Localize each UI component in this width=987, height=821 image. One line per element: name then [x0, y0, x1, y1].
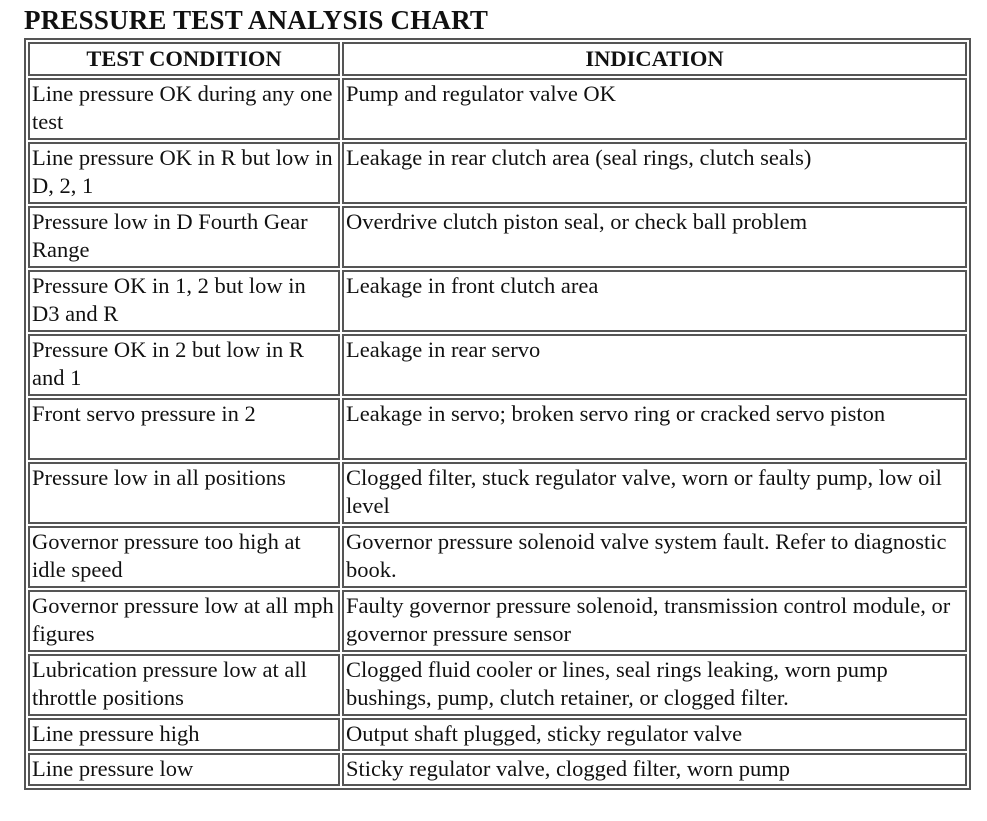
test-condition-cell: Pressure OK in 1, 2 but low in D3 and R [28, 270, 340, 332]
test-condition-cell: Pressure OK in 2 but low in R and 1 [28, 334, 340, 396]
table-row [28, 753, 967, 786]
table-row [28, 334, 967, 396]
test-condition-cell: Line pressure OK in R but low in D, 2, 1 [28, 142, 340, 204]
indication-cell: Pump and regulator valve OK [342, 78, 967, 140]
indication-cell: Faulty governor pressure solenoid, transmission control module, or governor pressure sensor [342, 590, 967, 652]
table-row [28, 718, 967, 751]
indication-cell: Leakage in rear servo [342, 334, 967, 396]
test-condition-cell: Pressure low in D Fourth Gear Range [28, 206, 340, 268]
table-row [28, 590, 967, 652]
indication-cell: Leakage in front clutch area [342, 270, 967, 332]
table-row [28, 270, 967, 332]
test-condition-cell: Front servo pressure in 2 [28, 398, 340, 460]
page-title: PRESSURE TEST ANALYSIS CHART [24, 5, 489, 35]
table-row [28, 654, 967, 716]
indication-cell: Leakage in servo; broken servo ring or cracked servo piston [342, 398, 967, 460]
test-condition-cell: Lubrication pressure low at all throttle positions [28, 654, 340, 716]
table-row [28, 526, 967, 588]
test-condition-cell: Line pressure OK during any one test [28, 78, 340, 140]
test-condition-cell: Line pressure high [28, 718, 340, 751]
test-condition-cell: Governor pressure too high at idle speed [28, 526, 340, 588]
indication-cell: Leakage in rear clutch area (seal rings, clutch seals) [342, 142, 967, 204]
indication-cell: Clogged fluid cooler or lines, seal rings leaking, worn pump bushings, pump, clutch retainer, or clogged filter. [342, 654, 967, 716]
header-test-condition: TEST CONDITION [28, 42, 340, 76]
table-row [28, 206, 967, 268]
indication-cell: Overdrive clutch piston seal, or check ball problem [342, 206, 967, 268]
table-header-row [28, 42, 967, 76]
indication-cell: Output shaft plugged, sticky regulator valve [342, 718, 967, 751]
table-row [28, 142, 967, 204]
indication-cell: Clogged filter, stuck regulator valve, worn or faulty pump, low oil level [342, 462, 967, 524]
indication-cell: Governor pressure solenoid valve system fault. Refer to diagnostic book. [342, 526, 967, 588]
table-row [28, 78, 967, 140]
test-condition-cell: Line pressure low [28, 753, 340, 786]
test-condition-cell: Pressure low in all positions [28, 462, 340, 524]
header-indication: INDICATION [342, 42, 967, 76]
pressure-test-table [24, 38, 971, 790]
table-row [28, 398, 967, 460]
table-row [28, 462, 967, 524]
test-condition-cell: Governor pressure low at all mph figures [28, 590, 340, 652]
indication-cell: Sticky regulator valve, clogged filter, worn pump [342, 753, 967, 786]
